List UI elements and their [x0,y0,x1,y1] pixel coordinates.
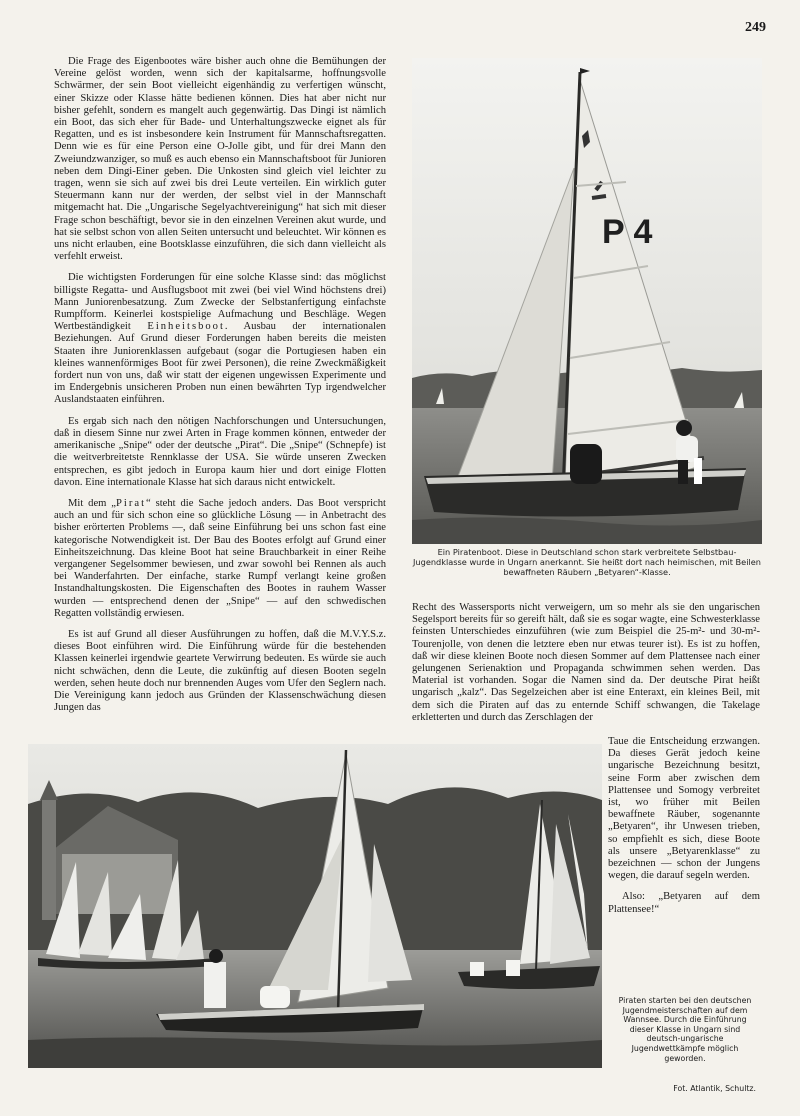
regatta-start-photo [28,744,602,1068]
paragraph-4-rest: “ steht die Sache jedoch anders. Das Boot verspricht auch an und für sich schon eine so glückliche Lösung — in Anbetracht des bisher erörterten Problems —, daß seine Einführung bei uns schon fast eine kategorische Notwendigkeit ist. Der Bau des Bootes erfolgt auf Grund einer Einheitszeichnung. Das kleine Boot hat seine Brauchbarkeit in einer Reihe vergangener Segelsommer bewiesen, und zwar sowohl bei Rennen als auch bei Wanderfahrten. Der einfache, starke Rumpf verlangt keine großen Instandhaltungskosten. Die Eigenschaften des Bootes in rauhem Wasser wurden — entsprechend denen der „Snipe“ — auf den schwedischen Regatten vollständig erwiesen. [54,497,387,619]
paragraph-5: Es ist auf Grund all dieser Ausführungen zu hoffen, daß die M.V.Y.S.z. dieses Boot einführen wird. Die Einführung würde für die bestehenden Klassen keinerlei irgendwie geartete Verwirrung bedeuten. Es würde sie auch nicht schwächen, denn die Leute, die zukünftig auf diesen Booten segeln werden, sehen heute doch nur brennenden Auges vom Ufer den Seglern nach. Die Vereinigung kann jedoch aus Gründen der Klassenschwächung diesen Jungen das [54,628,386,714]
pirate-boat-photo [412,58,762,544]
paragraph-4-text: Mit dem „ [68,497,117,509]
right-column-narrow [608,736,760,925]
right-column-text: Recht des Wassersports nicht verweigern, um so mehr als sie den ungarischen Segelsport bereits für so gereift hält, daß sie es sogar wagte, eine Schwesterklasse feinsten Unterschiedes einzuführen (wie zum Beispiel die 25-m²- und 30-m²-Tourenjolle, von denen die letztere eben nur etwas teurer ist). Es ist zu hoffen, daß wir diese kleinen Boote noch diesen Sommer auf dem Plattensee nach einer gelungenen Serienaktion und Propaganda schwimmen sehen werden. Das Material ist vorhanden. Sogar die Namen sind da. Der deutsche Pirat heißt ungarisch „kalz“. Das Segelzeichen aber ist eine Enteraxt, ein kleines Beil, mit dem sich die Piraten auf das zu enternde Schiff schwangen, die Takelage erkletterten und durch das Zerschlagen der [412,602,760,723]
paragraph-1: Die Frage des Eigenbootes wäre bisher auch ohne die Bemühungen der Vereine gelöst worden, wenn sich der kapitalsarme, hoffnungsvolle Schwärmer, der sein Boot vielleicht eigenhändig zu verfertigen wünscht, einer Skizze oder Klasse hätte bedienen können. Dies hat aber nicht nur bisher gefehlt, sondern es mangelt auch gegenwärtig. Das Dingi ist nämlich ein Boot, das sich eher für Bade- und Unterhaltungszwecke eignet als für Regatten, und es ist insbesondere kein Instrument für Mannschaftsregatten. Denn wie es für eine Person eine O-Jolle gibt, und für drei Mann den Zweiundzwanziger, so muß es auch ebenso ein Mannschaftsboot für Junioren neben dem Dingi-Einer geben. Die Unkosten sind gleich viel leichter zu tragen, wenn sie sich auf zwei bis drei Leute verteilen. Ein wirklich guter Steuermann kann nur der werden, der selbst viel in der Mannschaft mitgemacht hat. Die „Ungarische Segelyachtvereinigung“ hat sich mit dieser Frage schon beschäftigt, bevor sie in den einzelnen Vereinen akut wurde, und hat sie selbst schon von allen Seiten untersucht und beleuchtet. Wir können es uns nicht erlauben, eine Bootsklasse einzuführen, die sich dann vielleicht als verfehlt erweist. [54,56,386,263]
narrow-column-text: Taue die Entscheidung erzwangen. Da dieses Gerät jedoch keine ungarische Bezeichnung besitzt, seine Form aber zwischen dem Plattensee und Somogy verbreitet ist, wo früher mit Beilen bewaffnete Räuber, sogenannte „Betyaren“, ihr Unwesen trieben, so empfiehlt es sich, diese Boote als unsere „Betyarenklasse“ zu bezeichnen — schon der Jungens wegen, die darauf segeln werden. [608,736,760,882]
sail-number: P 4 [602,213,653,251]
paragraph-2 [54,272,386,406]
closing-slogan: Also: „Betyaren auf dem Plattensee!“ [608,891,760,915]
page-number: 249 [745,20,766,35]
pirate-boat-image [412,58,762,544]
paragraph-2-rest: . Ausbau der internationalen Beziehungen. Auf Grund dieser Forderungen haben bereits die meisten Staaten ihre Juniorenklassen aufgebaut (sogar die Portugiesen haben ein kleines wannenförmiges Boot für zwei Personen), die reine Zweckmäßigkeit fordert nun von uns, daß wir statt der eigenen ungewissen Experimente und im Endergebnis unsicheren Proben nun einen bewährten Typ irgendwelcher Auslandstaaten einführen. [54,321,386,406]
right-column-top [412,602,760,724]
paragraph-3: Es ergab sich nach den nötigen Nachforschungen und Untersuchungen, daß in diesem Sinne nur zwei Arten in Frage kommen können, entweder der amerikanische „Snipe“ oder der deutsche „Pirat“. Die „Snipe“ (Schnepfe) ist die weitverbreitetste Rennklasse der USA. Sie würde unseren Zwecken entsprechen, es gibt jedoch in Europa kaum hier und dort einige Flotten davon. Eine internationale Klasse hat sich daraus nicht entwickelt. [54,415,386,488]
left-column [54,56,386,723]
photo-credit: Fot. Atlantik, Schultz. [673,1084,756,1093]
top-photo-caption: Ein Piratenboot. Diese in Deutschland schon stark verbreitete Selbstbau-Jugendklasse wurde in Ungarn anerkannt. Sie heißt dort nach heimischen, mit Beilen bewaffneten Räubern „Betyaren“-Klasse. [413,547,761,577]
bottom-photo-caption: Piraten starten bei den deutschen Jugendmeisterschaften auf dem Wannsee. Durch die Einführung dieser Klasse in Ungarn sind deutsch-ungarische Jugendwettkämpfe möglich geworden. [618,996,752,1063]
regatta-image [28,744,602,1068]
spaced-term-einheitsboot: Einheitsboot [147,321,225,333]
spaced-term-pirat: Pirat [116,497,147,509]
paragraph-2-text: Die wichtigsten Forderungen für eine solche Klasse sind: das möglichst billigste Regatta- und Ausflugsboot mit zwei (bei viel Wind höchstens drei) Mann Juniorenbesatzung. Zum Zwecke der Selbstanfertigung einfachste Rumpfform. Keinerlei kostspielige Aufmachung und Beschläge. Wegen Wertbeständigkeit [54,272,386,333]
paragraph-4 [54,498,386,620]
